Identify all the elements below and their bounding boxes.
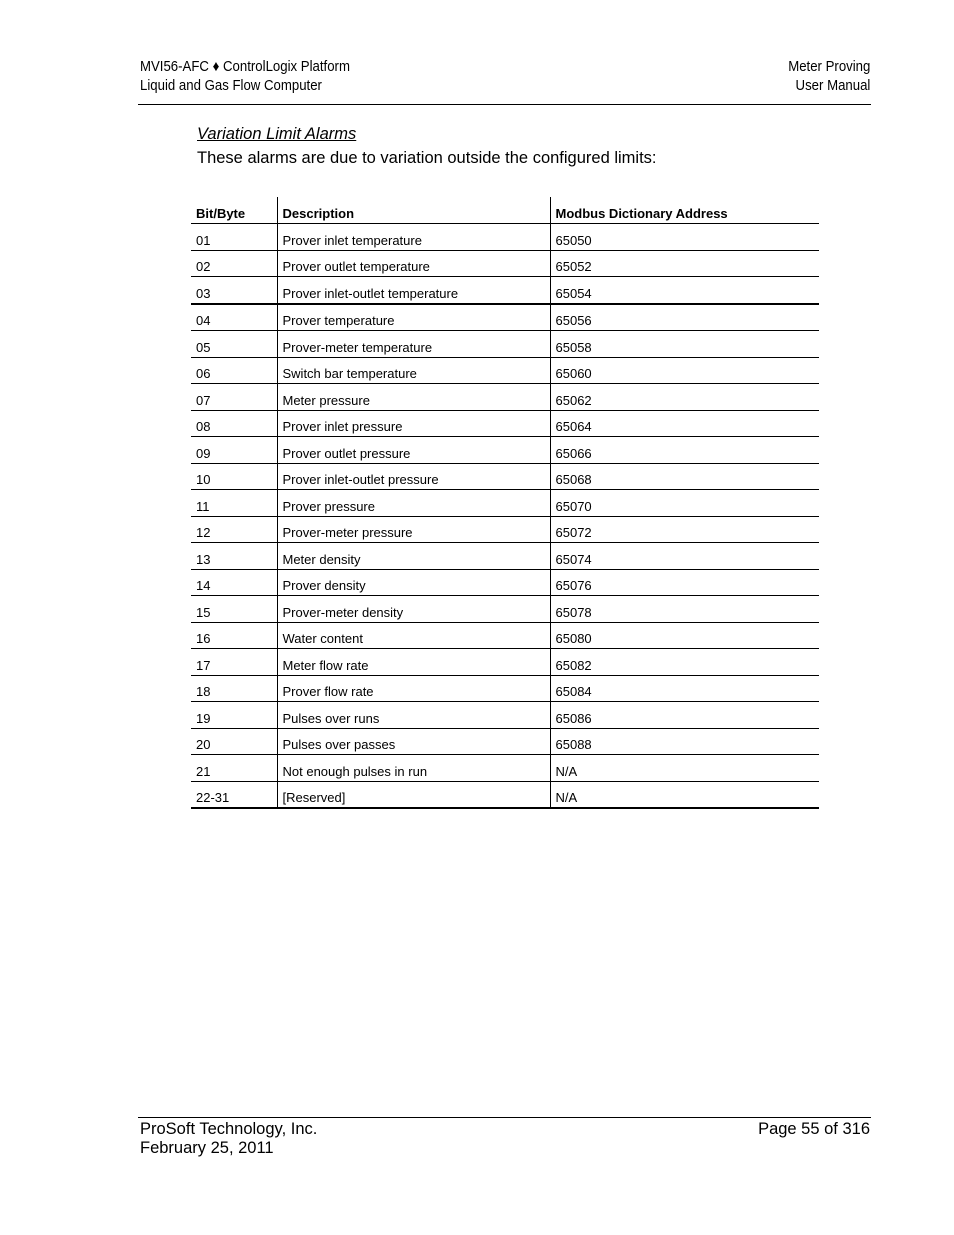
- company-name: ProSoft Technology, Inc.: [140, 1120, 318, 1138]
- running-header-left: [140, 57, 350, 95]
- cell-description: Prover inlet-outlet pressure: [277, 463, 550, 490]
- cell-description: Prover flow rate: [277, 675, 550, 702]
- page-number: Page 55 of 316: [758, 1120, 870, 1138]
- table-body: [191, 224, 819, 809]
- cell-bit-byte: 20: [191, 728, 277, 755]
- cell-bit-byte: 09: [191, 437, 277, 464]
- table-row: [191, 596, 819, 623]
- cell-bit-byte: 05: [191, 331, 277, 358]
- cell-description: Prover inlet pressure: [277, 410, 550, 437]
- table-row: [191, 463, 819, 490]
- table-row: [191, 675, 819, 702]
- cell-description: Meter flow rate: [277, 649, 550, 676]
- table-row: [191, 622, 819, 649]
- running-header-right: [788, 57, 870, 95]
- cell-modbus-address: N/A: [550, 781, 819, 808]
- cell-description: Prover-meter pressure: [277, 516, 550, 543]
- cell-description: Prover inlet-outlet temperature: [277, 277, 550, 304]
- cell-description: [Reserved]: [277, 781, 550, 808]
- cell-bit-byte: 04: [191, 304, 277, 331]
- cell-bit-byte: 10: [191, 463, 277, 490]
- section-intro: These alarms are due to variation outside the configured limits:: [197, 149, 657, 167]
- cell-description: Prover outlet temperature: [277, 250, 550, 277]
- section-heading: Variation Limit Alarms: [197, 125, 357, 143]
- cell-bit-byte: 22-31: [191, 781, 277, 808]
- table-header-row: [191, 197, 819, 224]
- cell-bit-byte: 07: [191, 384, 277, 411]
- cell-bit-byte: 13: [191, 543, 277, 570]
- cell-modbus-address: 65072: [550, 516, 819, 543]
- footer-divider: [138, 1117, 871, 1118]
- table-row: [191, 702, 819, 729]
- table-row: [191, 437, 819, 464]
- cell-modbus-address: N/A: [550, 755, 819, 782]
- table-row: [191, 250, 819, 277]
- cell-bit-byte: 17: [191, 649, 277, 676]
- cell-bit-byte: 03: [191, 277, 277, 304]
- footer-left: [140, 1120, 317, 1158]
- table-row: [191, 331, 819, 358]
- cell-description: Prover inlet temperature: [277, 224, 550, 251]
- table-row: [191, 569, 819, 596]
- cell-description: Switch bar temperature: [277, 357, 550, 384]
- table-row: [191, 384, 819, 411]
- cell-modbus-address: 65054: [550, 277, 819, 304]
- cell-description: Prover-meter density: [277, 596, 550, 623]
- cell-modbus-address: 65086: [550, 702, 819, 729]
- cell-bit-byte: 11: [191, 490, 277, 517]
- cell-modbus-address: 65050: [550, 224, 819, 251]
- table-row: [191, 304, 819, 331]
- cell-description: Prover density: [277, 569, 550, 596]
- cell-bit-byte: 01: [191, 224, 277, 251]
- table-row: [191, 543, 819, 570]
- cell-modbus-address: 65084: [550, 675, 819, 702]
- table-row: [191, 490, 819, 517]
- cell-bit-byte: 18: [191, 675, 277, 702]
- cell-modbus-address: 65088: [550, 728, 819, 755]
- table-row: [191, 224, 819, 251]
- cell-modbus-address: 65062: [550, 384, 819, 411]
- cell-modbus-address: 65082: [550, 649, 819, 676]
- table-row: [191, 728, 819, 755]
- cell-description: Prover pressure: [277, 490, 550, 517]
- cell-description: Pulses over runs: [277, 702, 550, 729]
- cell-modbus-address: 65060: [550, 357, 819, 384]
- table-row: [191, 357, 819, 384]
- cell-modbus-address: 65070: [550, 490, 819, 517]
- cell-description: Meter pressure: [277, 384, 550, 411]
- cell-modbus-address: 65064: [550, 410, 819, 437]
- cell-description: Water content: [277, 622, 550, 649]
- table-row: [191, 755, 819, 782]
- product-subtitle: Liquid and Gas Flow Computer: [140, 77, 322, 94]
- cell-modbus-address: 65058: [550, 331, 819, 358]
- cell-modbus-address: 65066: [550, 437, 819, 464]
- cell-modbus-address: 65080: [550, 622, 819, 649]
- cell-bit-byte: 12: [191, 516, 277, 543]
- chapter-title: Meter Proving: [787, 58, 870, 75]
- cell-description: Not enough pulses in run: [277, 755, 550, 782]
- column-header-bit-byte: Bit/Byte: [191, 197, 277, 224]
- cell-modbus-address: 65076: [550, 569, 819, 596]
- table-row: [191, 516, 819, 543]
- cell-description: Prover-meter temperature: [277, 331, 550, 358]
- cell-modbus-address: 65052: [550, 250, 819, 277]
- cell-description: Meter density: [277, 543, 550, 570]
- cell-modbus-address: 65078: [550, 596, 819, 623]
- table-row: [191, 410, 819, 437]
- cell-bit-byte: 16: [191, 622, 277, 649]
- cell-bit-byte: 15: [191, 596, 277, 623]
- variation-alarms-table: [191, 197, 819, 809]
- cell-description: Pulses over passes: [277, 728, 550, 755]
- publication-date: February 25, 2011: [140, 1139, 274, 1157]
- table-row: [191, 649, 819, 676]
- cell-modbus-address: 65068: [550, 463, 819, 490]
- cell-modbus-address: 65074: [550, 543, 819, 570]
- cell-modbus-address: 65056: [550, 304, 819, 331]
- table-row: [191, 781, 819, 808]
- cell-description: Prover temperature: [277, 304, 550, 331]
- column-header-modbus-address: Modbus Dictionary Address: [550, 197, 819, 224]
- header-divider: [138, 104, 871, 105]
- document-type: User Manual: [795, 77, 870, 94]
- cell-bit-byte: 02: [191, 250, 277, 277]
- cell-bit-byte: 21: [191, 755, 277, 782]
- cell-bit-byte: 08: [191, 410, 277, 437]
- cell-description: Prover outlet pressure: [277, 437, 550, 464]
- table-row: [191, 277, 819, 304]
- cell-bit-byte: 06: [191, 357, 277, 384]
- product-title: MVI56-AFC ♦ ControlLogix Platform: [140, 58, 350, 75]
- cell-bit-byte: 19: [191, 702, 277, 729]
- column-header-description: Description: [277, 197, 550, 224]
- cell-bit-byte: 14: [191, 569, 277, 596]
